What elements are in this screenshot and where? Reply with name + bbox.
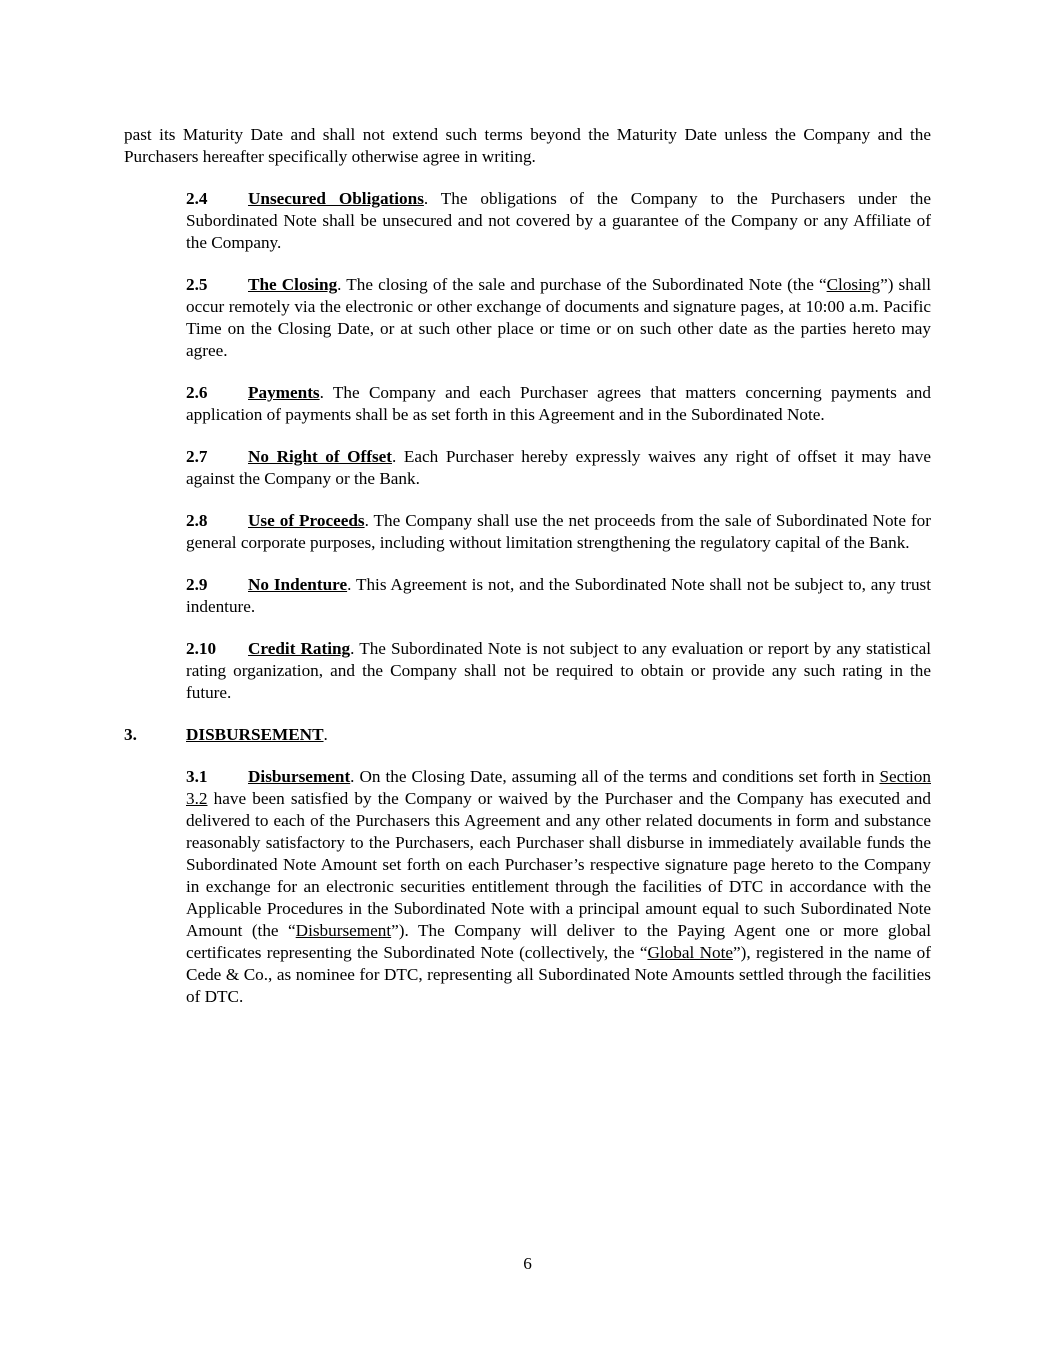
continuation-paragraph: past its Maturity Date and shall not extend such terms beyond the Maturity Date unless the Company and the Purchasers hereafter specifically otherwise agree in writing. <box>124 125 931 166</box>
document-body <box>124 124 931 1028</box>
section-heading: Use of Proceeds <box>248 511 365 530</box>
section-number: 3. <box>124 725 137 744</box>
section-2-7 <box>124 446 931 490</box>
section-number: 2.7 <box>186 447 208 466</box>
section-2-4 <box>124 188 931 254</box>
section-2-8 <box>124 510 931 554</box>
section-text: . The Subordinated Note is not subject to any evaluation or report by any statistical rating organization, and the Company shall not be required to obtain or provide any such rating in the future. <box>186 639 931 702</box>
section-3-title <box>124 724 931 746</box>
section-number: 2.5 <box>186 275 208 294</box>
section-2-10 <box>124 638 931 704</box>
section-text: have been satisfied by the Company or waived by the Purchaser and the Company has executed and delivered to each of the Purchasers this Agreement and any other related documents in form and substance reasonably satisfactory to the Purchasers, each Purchaser shall disburse in immediately available funds the Subordinated Note Amount set forth on each Purchaser’s respective signature page hereto to the Company in exchange for an electronic securities entitlement through the facilities of DTC in accordance with the Applicable Procedures in the Subordinated Note with a principal amount equal to such Subordinated Note Amount (the “ <box>186 789 931 940</box>
section-text: . The closing of the sale and purchase of the Subordinated Note (the “ <box>337 275 827 294</box>
section-text: ”). The Company will deliver to the Paying Agent one or more global certificates representing the Subordinated Note (collectively, the “ <box>186 921 931 962</box>
section-text: . Each Purchaser hereby expressly waives any right of offset it may have against the Company or the Bank. <box>186 447 931 488</box>
section-heading: Disbursement <box>248 767 351 786</box>
section-number: 2.8 <box>186 511 208 530</box>
section-heading: The Closing <box>248 275 338 294</box>
section-text: . On the Closing Date, assuming all of the terms and conditions set forth in <box>350 767 880 786</box>
section-number: 2.6 <box>186 383 208 402</box>
defined-term-global-note: Global Note <box>647 943 733 962</box>
page-number: 6 <box>523 1254 532 1273</box>
section-text: ”) shall occur remotely via the electronic or other exchange of documents and signature pages, at 10:00 a.m. Pacific Time on the Closing Date, or at such other place or time or on such other date as the parties hereto may agree. <box>186 275 931 360</box>
defined-term-closing: Closing <box>826 275 881 294</box>
section-heading: Unsecured Obligations <box>248 189 424 208</box>
section-heading: Payments <box>248 383 320 402</box>
section-2-6 <box>124 382 931 426</box>
section-number: 2.4 <box>186 189 208 208</box>
section-number: 2.9 <box>186 575 208 594</box>
section-number: 2.10 <box>186 639 217 658</box>
defined-term-disbursement: Disbursement <box>295 921 392 940</box>
section-3-1 <box>124 766 931 1008</box>
section-text: . The Company and each Purchaser agrees that matters concerning payments and application of payments shall be as set forth in this Agreement and in the Subordinated Note. <box>186 383 931 424</box>
section-text: . The obligations of the Company to the Purchasers under the Subordinated Note shall be unsecured and not covered by a guarantee of the Company or any Affiliate of the Company. <box>186 189 931 252</box>
section-reference-link[interactable]: Section 3.2 <box>186 767 931 808</box>
section-2-5 <box>124 274 931 362</box>
section-period: . <box>323 725 328 744</box>
section-2-9 <box>124 574 931 618</box>
section-number: 3.1 <box>186 767 208 786</box>
section-heading: DISBURSEMENT <box>186 725 324 744</box>
section-heading: Credit Rating <box>248 639 351 658</box>
section-text: ”), registered in the name of Cede & Co., as nominee for DTC, representing all Subordinated Note Amounts settled through the facilities of DTC. <box>186 943 931 1006</box>
section-text: . The Company shall use the net proceeds from the sale of Subordinated Note for general corporate purposes, including without limitation strengthening the regulatory capital of the Bank. <box>186 511 931 552</box>
section-heading: No Indenture <box>248 575 348 594</box>
section-text: . This Agreement is not, and the Subordinated Note shall not be subject to, any trust indenture. <box>186 575 932 616</box>
section-heading: No Right of Offset <box>248 447 393 466</box>
